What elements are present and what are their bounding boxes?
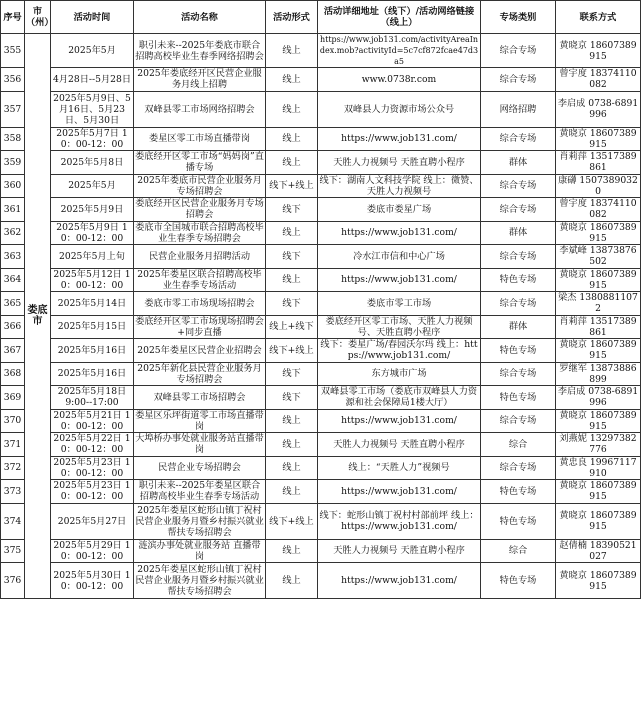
row-contact: 黄晓京 18607389915	[556, 268, 641, 292]
row-form: 线上	[266, 563, 318, 599]
row-category: 综合专场	[481, 292, 556, 316]
row-time: 2025年5月22日 10：00-12：00	[51, 433, 134, 457]
header-time: 活动时间	[51, 1, 134, 34]
table-row	[1, 315, 641, 339]
row-contact: 黄晓京 18607389915	[556, 409, 641, 433]
row-no: 372	[1, 456, 25, 480]
row-time: 2025年5月9日 10：00-12：00	[51, 221, 134, 245]
row-form: 线下	[266, 245, 318, 269]
row-name: 民营企业专场招聘会	[134, 456, 266, 480]
row-category: 综合专场	[481, 127, 556, 151]
row-time: 2025年5月9日、5月16日、5月23日、5月30日	[51, 91, 134, 127]
row-category: 特色专场	[481, 503, 556, 539]
table-header-row	[1, 1, 641, 34]
row-category: 综合	[481, 539, 556, 563]
row-address: https://www.job131.com/	[318, 480, 481, 504]
row-no: 356	[1, 68, 25, 92]
table-row	[1, 245, 641, 269]
row-category: 综合专场	[481, 34, 556, 68]
table-row	[1, 221, 641, 245]
row-no: 361	[1, 198, 25, 222]
row-address: https://www.job131.com/	[318, 221, 481, 245]
row-address: https://www.job131.com/	[318, 409, 481, 433]
row-address: https://www.job131.com/	[318, 127, 481, 151]
row-contact: 肖莉萍 13517389861	[556, 151, 641, 175]
row-contact: 黄晓京 18607389915	[556, 221, 641, 245]
row-time: 2025年5月15日	[51, 315, 134, 339]
table-row	[1, 433, 641, 457]
row-address: 东方城市广场	[318, 362, 481, 386]
row-category: 网络招聘	[481, 91, 556, 127]
row-address: 天胜人力视频号 天胜直聘小程序	[318, 433, 481, 457]
row-no: 370	[1, 409, 25, 433]
row-time: 2025年5月29日 10：00-12：00	[51, 539, 134, 563]
row-name: 娄星区乐坪街道零工市场直播带岗	[135, 409, 264, 432]
header-contact: 联系方式	[556, 1, 641, 34]
row-address: 线上：“天胜人力”视频号	[318, 456, 481, 480]
row-form: 线下+线上	[266, 339, 318, 363]
row-contact: 梁杰 13808811072	[556, 292, 641, 316]
row-category: 群体	[481, 151, 556, 175]
row-address: 线下：娄星广场/春园沃尔玛 线上：https://www.job131.com/	[318, 339, 481, 363]
row-time: 2025年5月21日 10：00-12：00	[51, 409, 134, 433]
table-row	[1, 127, 641, 151]
table-row	[1, 268, 641, 292]
row-contact: 曾宇度 18374110082	[556, 68, 641, 92]
row-contact: 李斌峰 13873876502	[556, 245, 641, 269]
row-form: 线下	[266, 198, 318, 222]
row-time: 2025年5月23日 10：00-12：00	[51, 480, 134, 504]
row-name: 2025年娄底经开区民营企业服务月线上招聘	[134, 68, 266, 92]
row-contact: 曾宇度 18374110082	[556, 198, 641, 222]
row-form: 线下+线上	[266, 503, 318, 539]
row-address: 双峰县零工市场（娄底市双峰县人力资源和社会保障局1楼大厅）	[318, 386, 481, 410]
table-row	[1, 198, 641, 222]
row-category: 综合专场	[481, 456, 556, 480]
row-address: 天胜人力视频号 天胜直聘小程序	[318, 151, 481, 175]
row-name: 涟滨办事处就业服务站 直播带岗	[134, 539, 266, 563]
row-name: 2025年新化县民营企业服务月专场招聘会	[134, 362, 266, 386]
row-address: 娄底经开区零工市场、天胜人力视频号、天胜直聘小程序	[318, 315, 481, 339]
row-contact: 康礴 15073890320	[556, 174, 641, 198]
row-name: 2025年娄星区联合招聘高校毕业生春季专场活动	[134, 268, 266, 292]
row-form: 线上	[266, 221, 318, 245]
row-name: 娄星区零工市场直播带岗	[134, 127, 266, 151]
row-category: 特色专场	[481, 563, 556, 599]
row-category: 特色专场	[481, 339, 556, 363]
table-row	[1, 409, 641, 433]
header-city: 市（州）	[25, 1, 51, 34]
header-category: 专场类别	[481, 1, 556, 34]
row-form: 线上	[266, 127, 318, 151]
row-name: 娄底经开区零工市场“妈妈岗”直播专场	[135, 151, 264, 174]
row-form: 线下+线上	[266, 174, 318, 198]
row-address: www.0738r.com	[318, 68, 481, 92]
row-no: 363	[1, 245, 25, 269]
row-name: 民营企业服务月招聘活动	[134, 245, 266, 269]
row-address: 娄底市娄星广场	[318, 198, 481, 222]
table-body	[1, 34, 641, 599]
table-row	[1, 91, 641, 127]
row-address: https://www.job131.com/	[318, 268, 481, 292]
table-row	[1, 456, 641, 480]
row-no: 374	[1, 503, 25, 539]
row-address: 双峰县人力资源市场公众号	[318, 91, 481, 127]
row-no: 364	[1, 268, 25, 292]
table-row	[1, 292, 641, 316]
table-row	[1, 339, 641, 363]
row-category: 综合专场	[481, 174, 556, 198]
row-form: 线上	[266, 268, 318, 292]
row-form: 线下	[266, 292, 318, 316]
row-no: 358	[1, 127, 25, 151]
table-row	[1, 34, 641, 68]
row-address: 天胜人力视频号 天胜直聘小程序	[318, 539, 481, 563]
table-row	[1, 174, 641, 198]
table-row	[1, 503, 641, 539]
header-no: 序号	[1, 1, 25, 34]
row-address: https://www.job131.com/	[318, 563, 481, 599]
row-no: 360	[1, 174, 25, 198]
row-time: 2025年5月	[51, 174, 134, 198]
row-name: 双峰县零工市场招聘会	[134, 386, 266, 410]
row-category: 综合专场	[481, 198, 556, 222]
row-category: 综合专场	[481, 362, 556, 386]
row-address: https://www.job131.com/activityAreaIndex.mob?activityId=5c7cf872fcae47d3a5	[318, 34, 481, 68]
row-time: 2025年5月8日	[51, 151, 134, 175]
row-no: 368	[1, 362, 25, 386]
row-form: 线上	[266, 433, 318, 457]
row-category: 特色专场	[481, 386, 556, 410]
row-contact: 黄忠良 19967117910	[556, 456, 641, 480]
row-form: 线上	[266, 539, 318, 563]
city-cell: 娄底市	[25, 34, 51, 599]
row-form: 线下	[266, 386, 318, 410]
row-name: 2025年娄星区蛇形山镇丁祝村民营企业服务月暨乡村振兴就业帮扶专场招聘会	[135, 564, 264, 597]
row-form: 线上	[266, 68, 318, 92]
row-no: 362	[1, 221, 25, 245]
row-form: 线上	[266, 151, 318, 175]
header-form: 活动形式	[266, 1, 318, 34]
row-form: 线上	[266, 409, 318, 433]
row-form: 线上+线下	[266, 315, 318, 339]
row-no: 365	[1, 292, 25, 316]
row-time: 2025年5月上旬	[51, 245, 134, 269]
table-row	[1, 151, 641, 175]
row-no: 357	[1, 91, 25, 127]
row-category: 综合专场	[481, 409, 556, 433]
row-time: 2025年5月23日 10：00-12：00	[51, 456, 134, 480]
row-contact: 李启成 0738-6891996	[556, 91, 641, 127]
row-no: 359	[1, 151, 25, 175]
row-category: 综合	[481, 433, 556, 457]
row-contact: 赵倩楠 18390521027	[556, 539, 641, 563]
row-name: 娄底市全国城市联合招聘高校毕业生春季专场招聘会	[135, 221, 264, 244]
row-time: 2025年5月27日	[51, 503, 134, 539]
row-contact: 黄晓京 18607389915	[556, 34, 641, 68]
row-contact: 肖莉萍 13517389861	[556, 315, 641, 339]
row-no: 369	[1, 386, 25, 410]
row-no: 375	[1, 539, 25, 563]
table-row	[1, 68, 641, 92]
row-time: 2025年5月16日	[51, 339, 134, 363]
row-time: 2025年5月9日	[51, 198, 134, 222]
row-category: 群体	[481, 221, 556, 245]
table-row	[1, 362, 641, 386]
row-time: 2025年5月30日 10：00-12：00	[51, 563, 134, 599]
row-name: 2025年娄星区民营企业招聘会	[134, 339, 266, 363]
row-name: 娄底经开区民营企业服务月专场招聘会	[135, 198, 264, 221]
row-time: 2025年5月16日	[51, 362, 134, 386]
row-contact: 刘燕妮 13297382776	[556, 433, 641, 457]
row-name: 2025年娄星区蛇形山镇丁祝村民营企业服务月暨乡村振兴就业帮扶专场招聘会	[135, 504, 264, 538]
row-contact: 黄晓京 18607389915	[556, 563, 641, 599]
row-no: 371	[1, 433, 25, 457]
row-name: 双峰县零工市场网络招聘会	[134, 91, 266, 127]
row-form: 线下	[266, 362, 318, 386]
row-name: 职引未来--2025年娄星区联合招聘高校毕业生春季专场活动	[134, 480, 266, 504]
row-time: 4月28日--5月28日	[51, 68, 134, 92]
row-form: 线上	[266, 456, 318, 480]
row-form: 线上	[266, 480, 318, 504]
header-name: 活动名称	[134, 1, 266, 34]
row-name: 大埠桥办事处就业服务站直播带岗	[135, 433, 264, 456]
row-category: 群体	[481, 315, 556, 339]
row-category: 综合专场	[481, 245, 556, 269]
row-address: 线下：湖南人文科技学院 线上：微赞、天胜人力视频号	[319, 174, 479, 197]
row-time: 2025年5月	[51, 34, 134, 68]
row-name: 娄底市零工市场现场招聘会	[134, 292, 266, 316]
table-row	[1, 563, 641, 599]
row-contact: 罗继军 13873886899	[556, 362, 641, 386]
row-name: 娄底经开区零工市场现场招聘会+同步直播	[135, 315, 264, 338]
row-time: 2025年5月18日 9:00--17:00	[51, 386, 134, 410]
row-category: 特色专场	[481, 480, 556, 504]
row-category: 综合专场	[481, 68, 556, 92]
row-no: 373	[1, 480, 25, 504]
header-address: 活动详细地址（线下）/活动网络链接（线上）	[318, 1, 481, 34]
row-no: 366	[1, 315, 25, 339]
table-row	[1, 480, 641, 504]
row-no: 355	[1, 34, 25, 68]
row-time: 2025年5月7日 10：00-12：00	[51, 127, 134, 151]
row-contact: 黄晓京 18607389915	[556, 339, 641, 363]
row-form: 线上	[266, 91, 318, 127]
row-contact: 李启成 0738-6891996	[556, 386, 641, 410]
row-no: 367	[1, 339, 25, 363]
row-address: 娄底市零工市场	[318, 292, 481, 316]
row-contact: 黄晓京 18607389915	[556, 480, 641, 504]
row-contact: 黄晓京 18607389915	[556, 503, 641, 539]
row-form: 线上	[266, 34, 318, 68]
row-name: 2025年娄底市民营企业服务月专场招聘会	[134, 174, 266, 198]
table-row	[1, 539, 641, 563]
row-time: 2025年5月12日 10：00-12：00	[51, 268, 134, 292]
row-contact: 黄晓京 18607389915	[556, 127, 641, 151]
row-no: 376	[1, 563, 25, 599]
row-address: 线下：蛇形山镇丁祝村村部前坪 线上：https://www.job131.com/	[318, 503, 481, 539]
row-address: 冷水江市信和中心广场	[318, 245, 481, 269]
row-category: 特色专场	[481, 268, 556, 292]
table-row	[1, 386, 641, 410]
row-name: 职引未来--2025年娄底市联合招聘高校毕业生春季网络招聘会	[134, 34, 266, 68]
row-time: 2025年5月14日	[51, 292, 134, 316]
